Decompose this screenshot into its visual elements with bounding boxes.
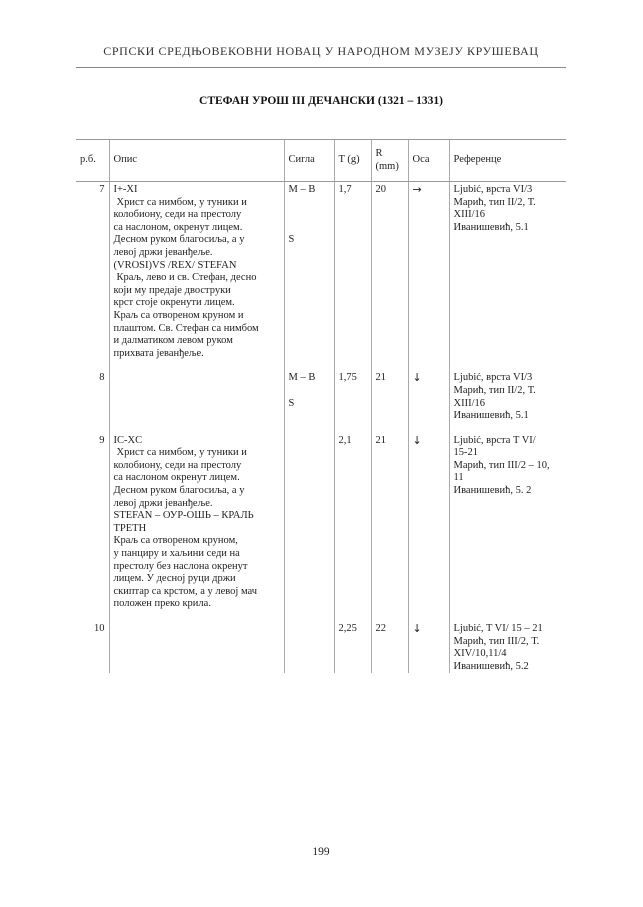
description-cell — [109, 182, 284, 371]
col-header-t: T (g) — [334, 140, 371, 182]
description-line: Христ са нимбом, у туники и — [116, 196, 247, 208]
axis-cell — [408, 621, 449, 673]
references-cell — [449, 182, 566, 371]
description-line: и далматиком левом руком — [113, 335, 233, 347]
reference-line: 15-21 — [453, 447, 478, 459]
description-line: I+-XI — [113, 184, 138, 195]
header-rule — [76, 67, 566, 68]
axis-cell — [408, 182, 449, 371]
description-line: Краљ са отвореном круном, — [113, 535, 238, 547]
description-line: левој држи јеванђеље. — [113, 497, 213, 509]
description-line: који му предаје двоструки — [113, 284, 231, 296]
coin-catalog-table — [76, 139, 566, 673]
running-head: СРПСКИ СРЕДЊОВЕКОВНИ НОВАЦ У НАРОДНОМ МУЗЕЈУ КРУШЕВАЦ — [103, 44, 539, 58]
diameter-cell: 21 — [371, 433, 408, 621]
sigla-line: S — [288, 397, 295, 409]
references-cell — [449, 370, 566, 432]
reference-line: Ljubić, врста VI/3 — [453, 184, 533, 195]
arrow-down-icon: ↓ — [412, 371, 422, 385]
col-header-r — [371, 140, 408, 182]
sigla-cell — [284, 370, 334, 432]
table-row — [76, 433, 566, 621]
description-line: у панциру и хаљини седи на — [113, 548, 240, 560]
description-line: левој држи јеванђеље. — [113, 246, 213, 258]
sigla-cell — [284, 182, 334, 371]
description-line: колобиону, седи на престолу — [113, 459, 242, 471]
reference-line: Марић, тип III/2 – 10, — [453, 459, 550, 471]
description-line: са наслоном, окренут лицем. — [113, 221, 243, 233]
description-line: лицем. У десној руци држи — [113, 573, 236, 585]
description-line: прихвата јеванђеље. — [113, 347, 204, 359]
arrow-down-icon: ↓ — [412, 433, 422, 447]
weight-cell: 1,75 — [334, 370, 371, 432]
description-line: положен преко крила. — [113, 598, 211, 610]
table-body — [76, 182, 566, 674]
col-header-refs: Референце — [449, 140, 566, 182]
axis-cell — [408, 370, 449, 432]
description-line: Десном руком благосиља, а у — [113, 485, 245, 497]
col-header-r-label: R (mm) — [375, 147, 399, 172]
row-number-cell: 7 — [99, 184, 105, 195]
diameter-cell: 20 — [371, 182, 408, 371]
description-line: (VROSI)VS /REX/ STEFAN — [113, 259, 237, 271]
row-number-cell: 10 — [94, 623, 105, 634]
reference-line: XIII/16 — [453, 397, 485, 409]
page-number: 199 — [312, 846, 330, 858]
description-cell — [109, 621, 284, 673]
reference-line: Марић, тип III/2, Т. — [453, 635, 540, 647]
col-header-osa: Оса — [408, 140, 449, 182]
sigla-line — [289, 197, 330, 210]
sigla-cell — [284, 621, 334, 673]
weight-cell: 2,1 — [334, 433, 371, 621]
table-header-row — [76, 140, 566, 182]
description-line: Краљ, лево и св. Стефан, десно — [116, 272, 257, 284]
description-line: са наслоном окренут лицем. — [113, 472, 240, 484]
description-line: IC-XC — [113, 434, 143, 446]
sigla-line — [289, 222, 330, 235]
reference-line: Иванишевић, 5.2 — [453, 660, 529, 672]
page-title: СТЕФАН УРОШ III ДЕЧАНСКИ (1321 – 1331) — [199, 95, 443, 107]
axis-cell — [408, 433, 449, 621]
table-row — [76, 621, 566, 673]
reference-line: Ljubić, врста T VI/ — [453, 434, 536, 446]
sigla-line: S — [288, 234, 295, 246]
arrow-right-icon: → — [412, 183, 422, 196]
description-line: престолу без наслона окренут — [113, 560, 248, 572]
description-line: Десном руком благосиља, а у — [113, 234, 245, 246]
table-row — [76, 370, 566, 432]
reference-line: Иванишевић, 5.1 — [453, 410, 529, 422]
description-line: Христ са нимбом, у туники и — [116, 447, 247, 459]
weight-cell: 2,25 — [334, 621, 371, 673]
reference-line: 11 — [453, 472, 464, 484]
col-header-opis: Опис — [109, 140, 284, 182]
sigla-line — [289, 209, 330, 222]
reference-line: Ljubić, врста VI/3 — [453, 372, 533, 384]
references-cell — [449, 621, 566, 673]
reference-line: Марић, тип II/2, Т. — [453, 196, 536, 208]
reference-line: Иванишевић, 5.1 — [453, 221, 529, 233]
description-line: скиптар са крстом, а у левој мач — [113, 585, 258, 597]
reference-line: XIII/16 — [453, 209, 485, 221]
reference-line: Иванишевић, 5. 2 — [453, 485, 532, 497]
reference-line: Марић, тип II/2, Т. — [453, 384, 536, 396]
sigla-line — [289, 385, 330, 398]
description-line: STEFAN – ОУР-ОШЬ – КРАЛЬ — [113, 510, 254, 522]
references-cell — [449, 433, 566, 621]
description-line: ТРЕТН — [113, 522, 147, 534]
col-header-sigla: Сигла — [284, 140, 334, 182]
description-line: колобиону, седи на престолу — [113, 209, 242, 221]
row-number-cell: 9 — [99, 434, 105, 446]
diameter-cell: 21 — [371, 370, 408, 432]
table-row — [76, 182, 566, 371]
description-cell — [109, 370, 284, 432]
diameter-cell: 22 — [371, 621, 408, 673]
col-header-num: р.б. — [76, 140, 109, 182]
description-line: крст стоје окренути лицем. — [113, 297, 235, 309]
sigla-line: М – В — [288, 184, 316, 195]
sigla-cell — [284, 433, 334, 621]
reference-line: Ljubić, T VI/ 15 – 21 — [453, 623, 543, 634]
weight-cell: 1,7 — [334, 182, 371, 371]
arrow-down-icon: ↓ — [412, 622, 422, 635]
description-cell — [109, 433, 284, 621]
row-number-cell: 8 — [99, 372, 105, 384]
sigla-line: М – В — [288, 372, 316, 384]
description-line: Краљ са отвореном круном и — [113, 309, 244, 321]
reference-line: XIV/10,11/4 — [453, 648, 507, 660]
description-line: плаштом. Св. Стефан са нимбом — [113, 322, 259, 334]
